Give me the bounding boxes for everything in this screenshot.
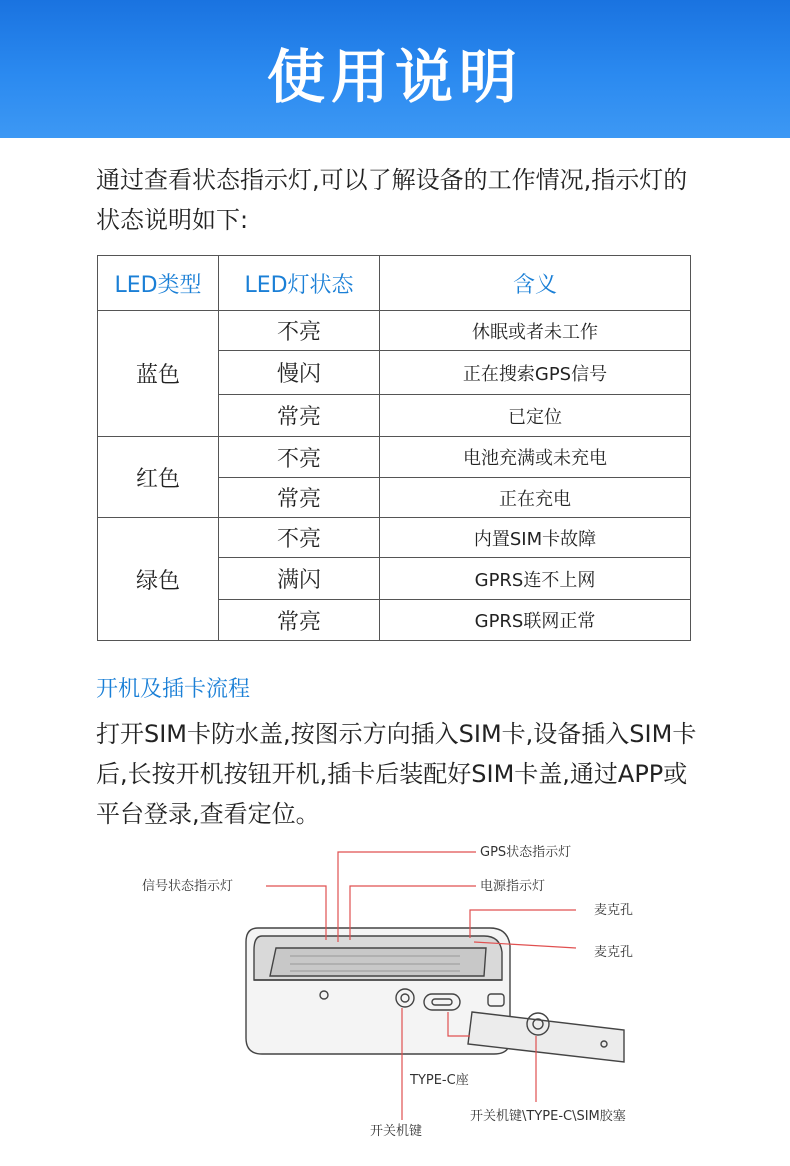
mic-hole-label: 麦克孔 <box>594 945 634 960</box>
table-row <box>98 437 691 478</box>
header-banner <box>0 0 790 138</box>
led-type-cell: 绿色 <box>98 518 219 641</box>
led-state-cell: 常亮 <box>219 478 380 518</box>
meaning-cell: 正在充电 <box>380 478 691 518</box>
meaning-cell: GPRS联网正常 <box>380 600 691 641</box>
power-key-label: 开关机键 <box>370 1124 423 1139</box>
gps-led-label: GPS状态指示灯 <box>480 845 572 860</box>
table-row <box>98 311 691 351</box>
typec-port-label: TYPE-C座 <box>410 1073 469 1088</box>
signal-led-label: 信号状态指示灯 <box>142 879 234 894</box>
power-led-label: 电源指示灯 <box>480 879 546 894</box>
led-type-cell: 红色 <box>98 437 219 518</box>
table-row <box>98 518 691 558</box>
meaning-cell: 正在搜索GPS信号 <box>380 351 691 395</box>
led-state-cell: 慢闪 <box>219 351 380 395</box>
section-title: 开机及插卡流程 <box>96 677 251 702</box>
rubber-plug-label: 开关机键\TYPE-C\SIM胶塞 <box>470 1109 626 1124</box>
meaning-cell: 电池充满或未充电 <box>380 437 691 478</box>
header-meaning: 含义 <box>380 256 691 311</box>
led-state-cell: 不亮 <box>219 437 380 478</box>
table-header-row <box>98 256 691 311</box>
led-state-cell: 不亮 <box>219 518 380 558</box>
led-state-cell: 满闪 <box>219 558 380 600</box>
led-type-cell: 蓝色 <box>98 311 219 437</box>
meaning-cell: 休眠或者未工作 <box>380 311 691 351</box>
device-illustration <box>246 928 624 1062</box>
device-diagram <box>0 830 790 1166</box>
led-status-table <box>97 255 691 641</box>
page-title: 使用说明 <box>266 43 523 111</box>
led-state-cell: 常亮 <box>219 600 380 641</box>
meaning-cell: 内置SIM卡故障 <box>380 518 691 558</box>
led-state-cell: 不亮 <box>219 311 380 351</box>
mic-hole-label: 麦克孔 <box>594 903 634 918</box>
meaning-cell: GPRS连不上网 <box>380 558 691 600</box>
meaning-cell: 已定位 <box>380 395 691 437</box>
intro-text: 通过查看状态指示灯,可以了解设备的工作情况,指示灯的状态说明如下: <box>96 166 688 234</box>
procedure-text: 打开SIM卡防水盖,按图示方向插入SIM卡,设备插入SIM卡后,长按开机按钮开机,插卡后装配好SIM卡盖,通过APP或平台登录,查看定位。 <box>96 720 697 828</box>
header-led-state: LED灯状态 <box>219 256 380 311</box>
led-state-cell: 常亮 <box>219 395 380 437</box>
header-led-type: LED类型 <box>98 256 219 311</box>
